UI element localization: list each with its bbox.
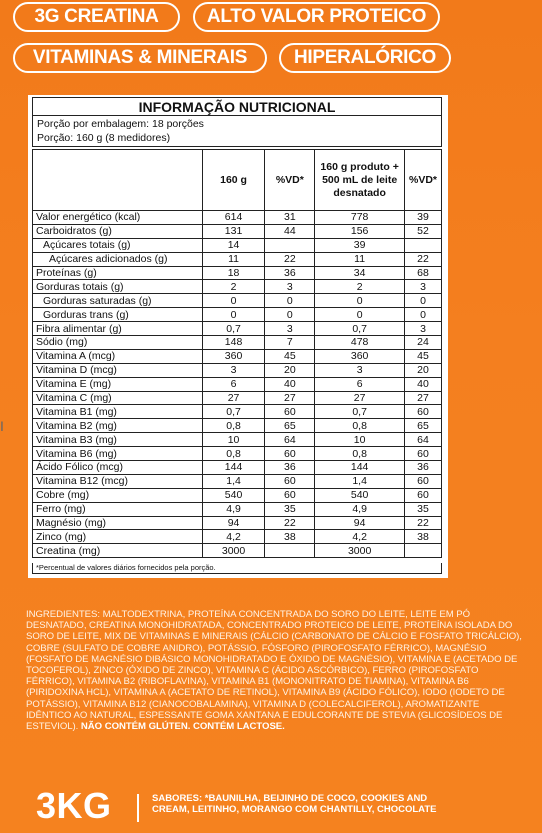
nutrition-row bbox=[33, 447, 442, 461]
nutrient-name: Açúcares adicionados (g) bbox=[33, 252, 203, 266]
vd-with-milk: 3 bbox=[404, 322, 441, 336]
vd-with-milk: 39 bbox=[404, 211, 441, 225]
value-per-portion: 0,8 bbox=[202, 419, 265, 433]
vd-per-portion: 3 bbox=[265, 322, 315, 336]
value-per-portion: 148 bbox=[202, 336, 265, 350]
vd-with-milk: 35 bbox=[404, 502, 441, 516]
nutrition-row bbox=[33, 405, 442, 419]
value-per-portion: 10 bbox=[202, 433, 265, 447]
footer-divider bbox=[137, 794, 139, 822]
vd-with-milk: 60 bbox=[404, 474, 441, 488]
value-per-portion: 0,8 bbox=[202, 447, 265, 461]
nutrient-name: Valor energético (kcal) bbox=[33, 211, 203, 225]
vd-with-milk: 60 bbox=[404, 405, 441, 419]
vd-per-portion: 65 bbox=[265, 419, 315, 433]
value-with-milk: 10 bbox=[315, 433, 405, 447]
nutrient-name: Gorduras trans (g) bbox=[33, 308, 203, 322]
vd-per-portion: 60 bbox=[265, 474, 315, 488]
value-per-portion: 14 bbox=[202, 238, 265, 252]
value-with-milk: 2 bbox=[315, 280, 405, 294]
value-with-milk: 778 bbox=[315, 211, 405, 225]
nutrient-name: Vitamina B1 (mg) bbox=[33, 405, 203, 419]
nutrition-header-row bbox=[33, 150, 442, 211]
value-with-milk: 4,9 bbox=[315, 502, 405, 516]
nutrient-name: Ácido Fólico (mcg) bbox=[33, 461, 203, 475]
nutrient-name: Vitamina B3 (mg) bbox=[33, 433, 203, 447]
nutrition-row bbox=[33, 363, 442, 377]
badge-creatina: 3G CREATINA bbox=[13, 2, 180, 32]
value-per-portion: 4,9 bbox=[202, 502, 265, 516]
vd-per-portion: 3 bbox=[265, 280, 315, 294]
vd-with-milk: 52 bbox=[404, 224, 441, 238]
value-with-milk: 4,2 bbox=[315, 530, 405, 544]
vd-with-milk: 0 bbox=[404, 308, 441, 322]
value-with-milk: 3000 bbox=[315, 544, 405, 558]
value-with-milk: 94 bbox=[315, 516, 405, 530]
value-with-milk: 540 bbox=[315, 488, 405, 502]
nutrient-name: Gorduras saturadas (g) bbox=[33, 294, 203, 308]
vd-per-portion: 36 bbox=[265, 461, 315, 475]
text-cursor-icon: I bbox=[0, 418, 4, 434]
badge-vitaminas-minerais: VITAMINAS & MINERAIS bbox=[13, 43, 267, 73]
value-per-portion: 614 bbox=[202, 211, 265, 225]
nutrition-row bbox=[33, 516, 442, 530]
portion-info bbox=[32, 115, 442, 147]
nutrient-name: Vitamina D (mcg) bbox=[33, 363, 203, 377]
nutrition-row bbox=[33, 391, 442, 405]
value-with-milk: 360 bbox=[315, 349, 405, 363]
nutrient-name: Creatina (mg) bbox=[33, 544, 203, 558]
nutrition-row bbox=[33, 377, 442, 391]
vd-per-portion: 22 bbox=[265, 516, 315, 530]
nutrition-row bbox=[33, 474, 442, 488]
header-vd: %VD* bbox=[265, 150, 315, 211]
vd-with-milk: 3 bbox=[404, 280, 441, 294]
portion-size: Porção: 160 g (8 medidores) bbox=[37, 132, 171, 144]
vd-per-portion: 38 bbox=[265, 530, 315, 544]
vd-with-milk: 64 bbox=[404, 433, 441, 447]
vd-with-milk bbox=[404, 544, 441, 558]
vd-with-milk: 68 bbox=[404, 266, 441, 280]
nutrition-row bbox=[33, 488, 442, 502]
vd-per-portion: 0 bbox=[265, 294, 315, 308]
vd-with-milk: 65 bbox=[404, 419, 441, 433]
vd-with-milk: 40 bbox=[404, 377, 441, 391]
value-per-portion: 6 bbox=[202, 377, 265, 391]
value-with-milk: 6 bbox=[315, 377, 405, 391]
nutrition-row bbox=[33, 238, 442, 252]
nutrition-row bbox=[33, 211, 442, 225]
nutrition-row bbox=[33, 266, 442, 280]
value-per-portion: 131 bbox=[202, 224, 265, 238]
nutrient-name: Magnésio (mg) bbox=[33, 516, 203, 530]
nutrition-row bbox=[33, 461, 442, 475]
value-per-portion: 27 bbox=[202, 391, 265, 405]
value-per-portion: 0 bbox=[202, 308, 265, 322]
nutrient-name: Vitamina E (mg) bbox=[33, 377, 203, 391]
nutrition-row bbox=[33, 544, 442, 558]
nutrition-title: INFORMAÇÃO NUTRICIONAL bbox=[32, 97, 442, 115]
vd-with-milk bbox=[404, 238, 441, 252]
vd-per-portion bbox=[265, 238, 315, 252]
nutrition-row bbox=[33, 224, 442, 238]
nutrition-row bbox=[33, 502, 442, 516]
flavors-list: SABORES: *BAUNILHA, BEIJINHO DE COCO, COOKIES AND CREAM, LEITINHO, MORANGO COM CHANTILLY, CHOCOLATE bbox=[152, 793, 437, 815]
nutrient-name: Ferro (mg) bbox=[33, 502, 203, 516]
value-with-milk: 0,8 bbox=[315, 419, 405, 433]
value-with-milk: 34 bbox=[315, 266, 405, 280]
vd-per-portion: 27 bbox=[265, 391, 315, 405]
nutrient-name: Vitamina B6 (mg) bbox=[33, 447, 203, 461]
nutrient-name: Vitamina B12 (mcg) bbox=[33, 474, 203, 488]
nutrient-name: Carboidratos (g) bbox=[33, 224, 203, 238]
nutrition-row bbox=[33, 530, 442, 544]
value-per-portion: 0 bbox=[202, 294, 265, 308]
value-with-milk: 478 bbox=[315, 336, 405, 350]
nutrient-name: Cobre (mg) bbox=[33, 488, 203, 502]
value-with-milk: 27 bbox=[315, 391, 405, 405]
nutrition-row bbox=[33, 336, 442, 350]
nutrient-name: Açúcares totais (g) bbox=[33, 238, 203, 252]
value-per-portion: 144 bbox=[202, 461, 265, 475]
vd-per-portion: 36 bbox=[265, 266, 315, 280]
value-with-milk: 0,7 bbox=[315, 322, 405, 336]
nutrient-name: Sódio (mg) bbox=[33, 336, 203, 350]
nutrition-table bbox=[32, 149, 442, 558]
nutrient-name: Fibra alimentar (g) bbox=[33, 322, 203, 336]
vd-per-portion: 35 bbox=[265, 502, 315, 516]
vd-with-milk: 36 bbox=[404, 461, 441, 475]
nutrient-header bbox=[33, 150, 203, 211]
value-per-portion: 18 bbox=[202, 266, 265, 280]
vd-per-portion: 60 bbox=[265, 405, 315, 419]
vd-per-portion: 60 bbox=[265, 447, 315, 461]
vd-with-milk: 38 bbox=[404, 530, 441, 544]
nutrition-row bbox=[33, 349, 442, 363]
vd-with-milk: 20 bbox=[404, 363, 441, 377]
vd-per-portion: 60 bbox=[265, 488, 315, 502]
ingredients-list bbox=[26, 609, 526, 732]
nutrient-name: Vitamina A (mcg) bbox=[33, 349, 203, 363]
vd-per-portion: 40 bbox=[265, 377, 315, 391]
value-per-portion: 94 bbox=[202, 516, 265, 530]
vd-per-portion: 7 bbox=[265, 336, 315, 350]
vd-with-milk: 24 bbox=[404, 336, 441, 350]
vd-with-milk: 22 bbox=[404, 516, 441, 530]
value-with-milk: 0,7 bbox=[315, 405, 405, 419]
nutrient-name: Vitamina B2 (mg) bbox=[33, 419, 203, 433]
value-with-milk: 144 bbox=[315, 461, 405, 475]
nutrition-row bbox=[33, 419, 442, 433]
nutrition-row bbox=[33, 308, 442, 322]
value-per-portion: 540 bbox=[202, 488, 265, 502]
nutrition-footnote: *Percentual de valores diários fornecidos pela porção. bbox=[32, 563, 442, 574]
nutrition-facts-panel bbox=[28, 95, 448, 578]
value-per-portion: 2 bbox=[202, 280, 265, 294]
value-with-milk: 3 bbox=[315, 363, 405, 377]
portions-per-package: Porção por embalagem: 18 porções bbox=[37, 118, 204, 130]
vd-per-portion: 22 bbox=[265, 252, 315, 266]
vd-with-milk: 22 bbox=[404, 252, 441, 266]
nutrition-row bbox=[33, 280, 442, 294]
nutrient-name: Vitamina C (mg) bbox=[33, 391, 203, 405]
net-weight: 3KG bbox=[36, 785, 112, 826]
vd-per-portion bbox=[265, 544, 315, 558]
header-vd-with-milk: %VD* bbox=[404, 150, 441, 211]
value-per-portion: 1,4 bbox=[202, 474, 265, 488]
claim-badges bbox=[0, 0, 542, 90]
value-with-milk: 39 bbox=[315, 238, 405, 252]
nutrition-row bbox=[33, 433, 442, 447]
footer bbox=[0, 780, 542, 833]
value-per-portion: 0,7 bbox=[202, 405, 265, 419]
badge-alto-valor-proteico: ALTO VALOR PROTEICO bbox=[193, 2, 440, 32]
vd-per-portion: 45 bbox=[265, 349, 315, 363]
value-per-portion: 360 bbox=[202, 349, 265, 363]
value-per-portion: 3000 bbox=[202, 544, 265, 558]
vd-with-milk: 60 bbox=[404, 447, 441, 461]
vd-per-portion: 20 bbox=[265, 363, 315, 377]
nutrient-name: Zinco (mg) bbox=[33, 530, 203, 544]
value-per-portion: 0,7 bbox=[202, 322, 265, 336]
value-with-milk: 0,8 bbox=[315, 447, 405, 461]
value-per-portion: 11 bbox=[202, 252, 265, 266]
nutrition-row bbox=[33, 252, 442, 266]
value-with-milk: 156 bbox=[315, 224, 405, 238]
value-per-portion: 4,2 bbox=[202, 530, 265, 544]
badge-hipercalorico: HIPERALÓRICO bbox=[279, 43, 451, 73]
vd-with-milk: 0 bbox=[404, 294, 441, 308]
value-with-milk: 0 bbox=[315, 308, 405, 322]
nutrition-row bbox=[33, 322, 442, 336]
ingredients-text: INGREDIENTES: MALTODEXTRINA, PROTEÍNA CONCENTRADA DO SORO DO LEITE, LEITE EM PÓ DESNATADO, CREATINA MONOHIDRATADA, CONCENTRADO PROTEICO DE LEITE, PROTEÍNA ISOLADA DO SORO DE LEITE, MIX DE VITAMINAS E MINERAIS (CÁLCIO (CARBONATO DE CÁLCIO E FOSFATO TRICÁLCIO), COBRE (SULFATO DE COBRE ANIDRO), POTÁSSIO, FÓSFORO (PIROFOSFATO FÉRRICO), MAGNÉSIO (FOSFATO DE MAGNÉSIO DIBÁSICO MONOHIDRATADO E ÓXIDO DE MAGNÉSIO), VITAMINA E (ACETADO DE TOCOFEROL), ZINCO (ÓXIDO DE ZINCO), VITAMINA C (ÁCIDO ASCÓRBICO), FERRO (PIROFOSFATO FÉRRICO), VITAMINA B2 (RIBOFLAVINA), VITAMINA B1 (MONONITRATO DE TIAMINA), VITAMINA B6 (PIRIDOXINA HCL), VITAMINA A (ACETATO DE RETINOL), VITAMINA B9 (ÁCIDO FÓLICO), IODO (IODETO DE POTÁSSIO), VITAMINA B12 (CIANOCOBALAMINA), VITAMINA D (COLECALCIFEROL), AROMATIZANTE IDÊNTICO AO NATURAL, ESPESSANTE GOMA XANTANA E EDULCORANTE DE STEVIA (GLICOSÍDEOS DE ESTEVIOL). bbox=[26, 609, 522, 733]
vd-per-portion: 64 bbox=[265, 433, 315, 447]
value-per-portion: 3 bbox=[202, 363, 265, 377]
vd-with-milk: 60 bbox=[404, 488, 441, 502]
header-per-portion: 160 g bbox=[202, 150, 265, 211]
value-with-milk: 1,4 bbox=[315, 474, 405, 488]
vd-with-milk: 45 bbox=[404, 349, 441, 363]
vd-with-milk: 27 bbox=[404, 391, 441, 405]
nutrient-name: Gorduras totais (g) bbox=[33, 280, 203, 294]
header-with-milk: 160 g produto + 500 mL de leite desnatado bbox=[315, 150, 405, 211]
vd-per-portion: 44 bbox=[265, 224, 315, 238]
allergen-warning: NÃO CONTÉM GLÚTEN. CONTÉM LACTOSE. bbox=[80, 721, 285, 733]
nutrition-row bbox=[33, 294, 442, 308]
value-with-milk: 11 bbox=[315, 252, 405, 266]
vd-per-portion: 31 bbox=[265, 211, 315, 225]
vd-per-portion: 0 bbox=[265, 308, 315, 322]
nutrient-name: Proteínas (g) bbox=[33, 266, 203, 280]
value-with-milk: 0 bbox=[315, 294, 405, 308]
